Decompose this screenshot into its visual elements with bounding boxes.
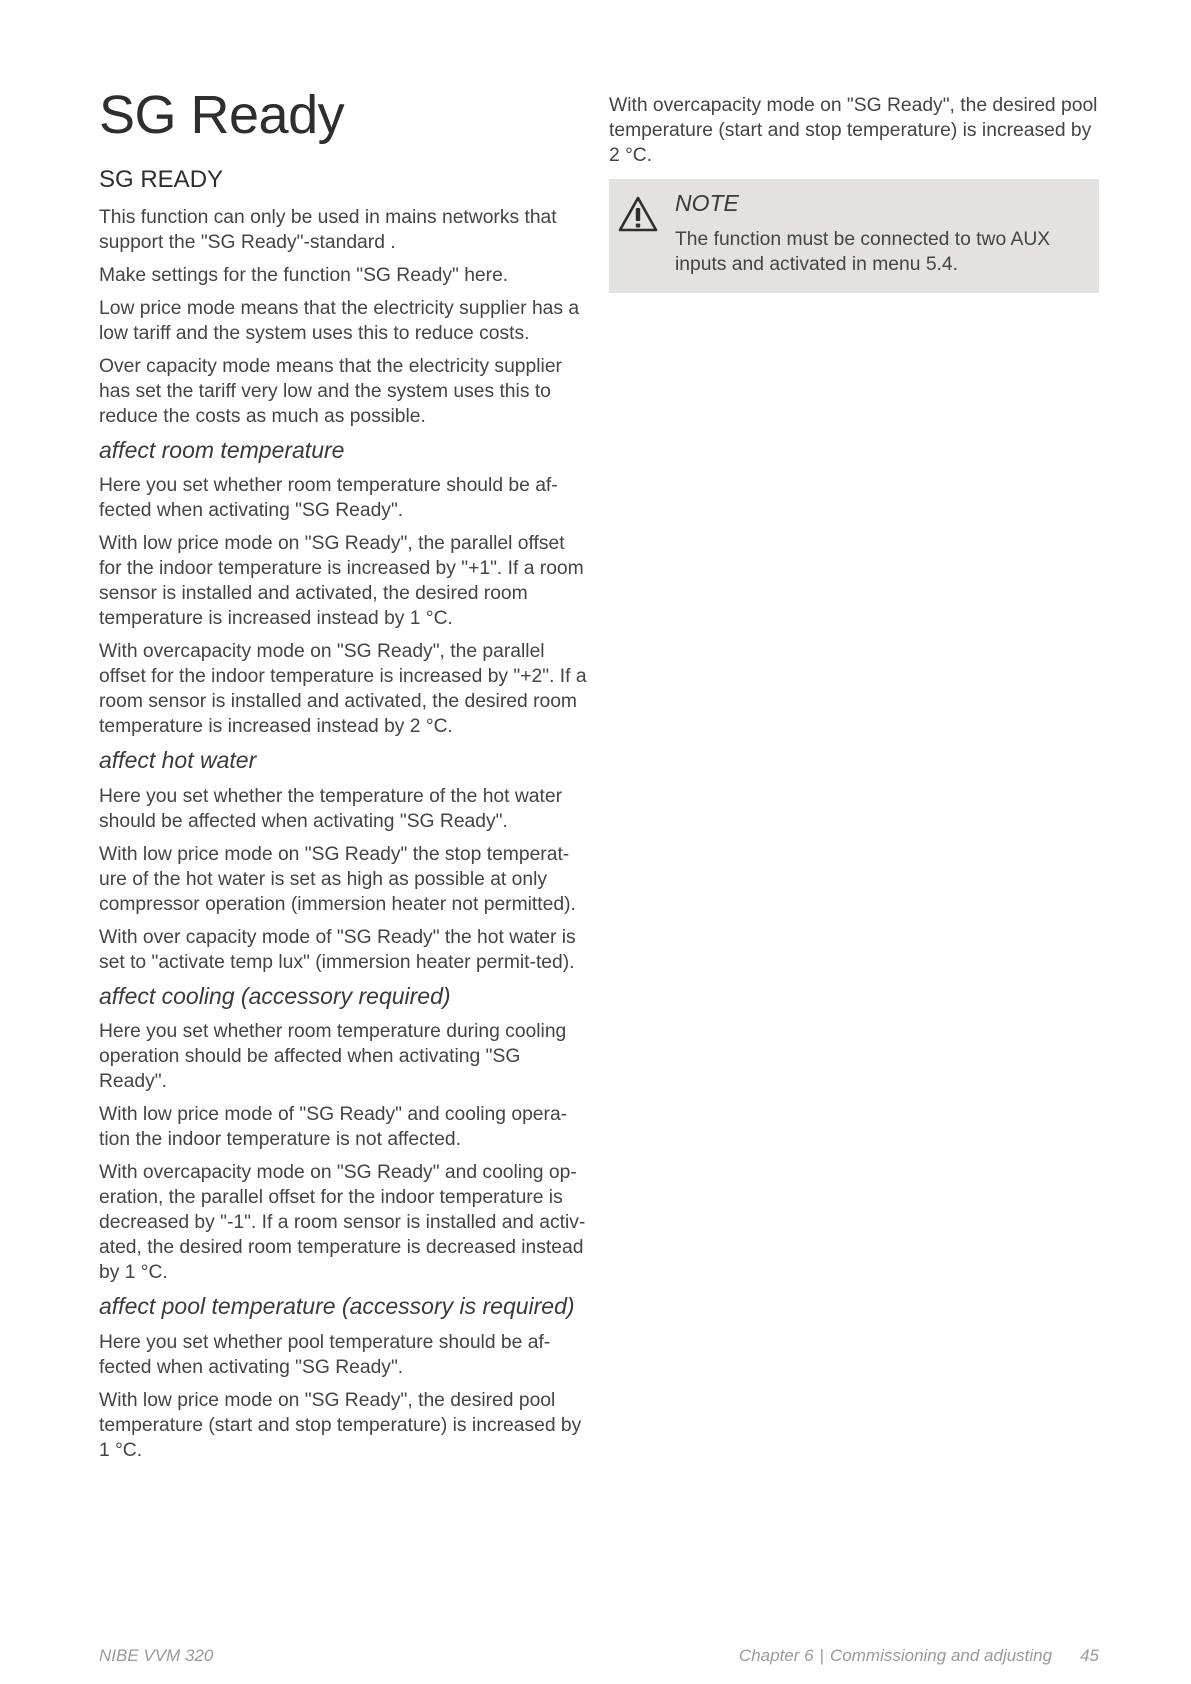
section-heading: SG READY	[99, 166, 224, 193]
body-paragraph: With low price mode of "SG Ready" and cooling opera-tion the indoor temperature is not affected.	[99, 1104, 568, 1151]
intro-paragraph: This function can only be used in mains networks that support the "SG Ready"-standard .	[99, 206, 557, 253]
intro-paragraph: Make settings for the function "SG Ready" here.	[99, 264, 509, 286]
footer-separator: |	[819, 1646, 825, 1665]
warning-triangle-icon	[617, 195, 659, 233]
subsection-heading-hot-water: affect hot water	[99, 747, 257, 774]
body-paragraph: With over capacity mode of "SG Ready" the hot water is set to "activate temp lux" (immersion heater permit-ted).	[99, 926, 576, 973]
body-paragraph: With low price mode on "SG Ready", the parallel offset for the indoor temperature is increased by "+1". If a room sensor is installed and activated, the desired room temperature is increased instead by 1 °C.	[99, 533, 584, 630]
body-paragraph: Here you set whether the temperature of the hot water should be affected when activating "SG Ready".	[99, 785, 563, 832]
note-box	[609, 179, 1099, 293]
body-paragraph: Here you set whether pool temperature should be af-fected when activating "SG Ready".	[99, 1331, 551, 1378]
page-title: SG Ready	[99, 85, 345, 145]
intro-paragraph: Low price mode means that the electricity supplier has a low tariff and the system uses this to reduce costs.	[99, 297, 580, 344]
footer-section: Commissioning and adjusting	[830, 1646, 1053, 1665]
body-paragraph: With overcapacity mode on "SG Ready", the desired pool temperature (start and stop temperature) is increased by 2 °C.	[609, 95, 1098, 166]
footer-chapter-info	[739, 1646, 1099, 1666]
body-paragraph: With overcapacity mode on "SG Ready" and cooling op-eration, the parallel offset for the indoor temperature is decreased by "-1". If a room sensor is installed and activ-ated, the desired room temperature is decreased instead by 1 °C.	[99, 1162, 586, 1284]
right-column	[609, 93, 1099, 293]
note-title: NOTE	[675, 190, 739, 216]
intro-paragraph: Over capacity mode means that the electricity supplier has set the tariff very low and the system uses this to reduce the costs as much as possible.	[99, 355, 562, 427]
note-text: The function must be connected to two AUX inputs and activated in menu 5.4.	[675, 228, 1051, 275]
footer-product-name: NIBE VVM 320	[99, 1646, 214, 1665]
body-paragraph: Here you set whether room temperature during cooling operation should be affected when activating "SG Ready".	[99, 1021, 567, 1093]
left-column	[99, 166, 591, 1471]
body-paragraph: With overcapacity mode on "SG Ready", the parallel offset for the indoor temperature is increased by "+2". If a room sensor is installed and activated, the desired room temperature is increased instead by 2 °C.	[99, 641, 587, 738]
body-paragraph: Here you set whether room temperature should be af-fected when activating "SG Ready".	[99, 475, 558, 522]
subsection-heading-room-temperature: affect room temperature	[99, 436, 345, 463]
subsection-heading-cooling: affect cooling (accessory required)	[99, 982, 451, 1009]
page-number: 45	[1080, 1646, 1099, 1665]
body-paragraph: With low price mode on "SG Ready" the stop temperat-ure of the hot water is set as high as possible at only compressor operation (immersion heater not permitted).	[99, 843, 576, 915]
footer-chapter: Chapter 6	[738, 1646, 814, 1665]
subsection-heading-pool-temperature: affect pool temperature (accessory is required)	[99, 1293, 575, 1320]
body-paragraph: With low price mode on "SG Ready", the desired pool temperature (start and stop temperature) is increased by 1 °C.	[99, 1389, 582, 1461]
